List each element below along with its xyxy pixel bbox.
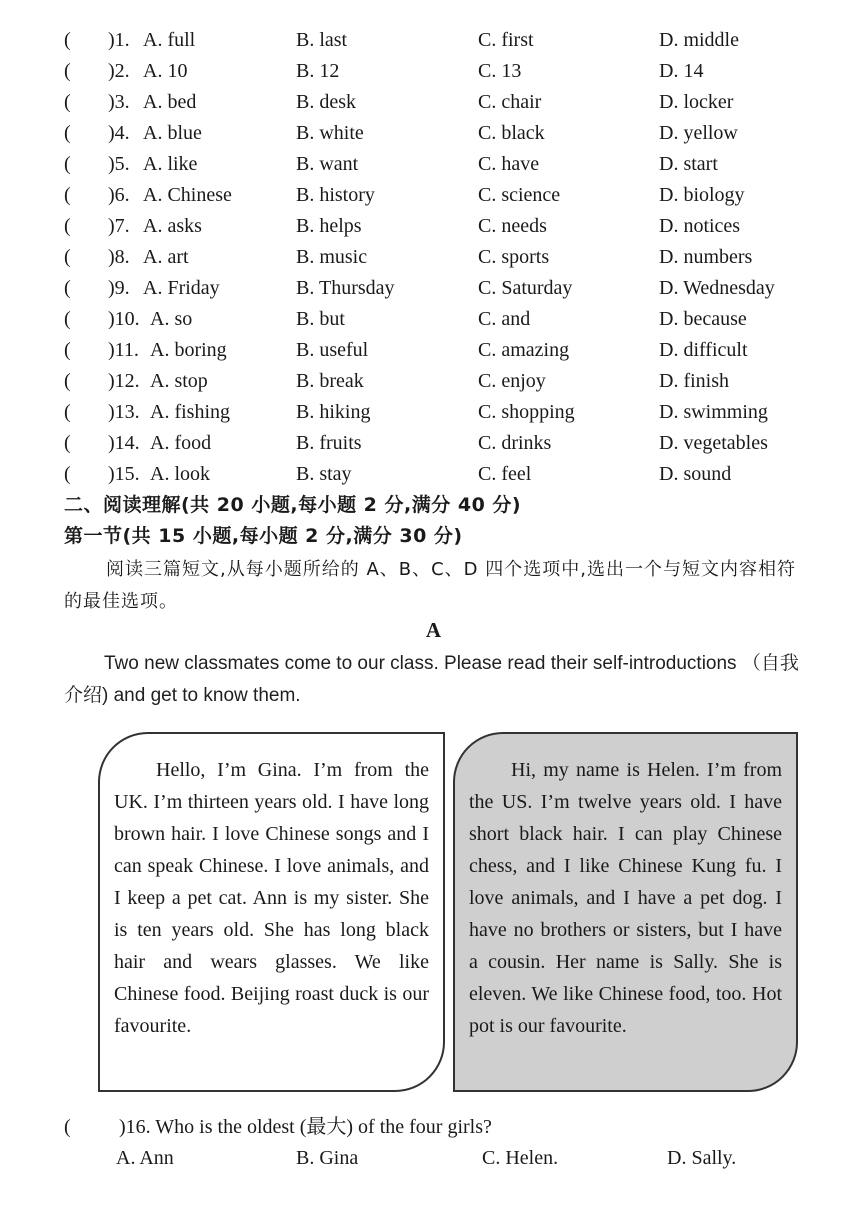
answer-paren[interactable]: ( <box>64 246 71 268</box>
question-number: )11. <box>108 339 139 361</box>
option-a[interactable]: A. blue <box>143 122 202 144</box>
question-number: )8. <box>108 246 130 268</box>
option-b[interactable]: B. white <box>296 122 364 144</box>
option-a[interactable]: A. asks <box>143 215 202 237</box>
option-c[interactable]: C. Helen. <box>482 1147 559 1169</box>
question-row <box>0 459 867 490</box>
option-a[interactable]: A. art <box>143 246 189 268</box>
question-row <box>0 304 867 335</box>
question-row <box>0 366 867 397</box>
option-d[interactable]: D. sound <box>659 463 732 485</box>
option-a[interactable]: A. bed <box>143 91 197 113</box>
option-d[interactable]: D. numbers <box>659 246 753 268</box>
question-row <box>0 273 867 304</box>
question-row <box>0 180 867 211</box>
answer-paren[interactable]: ( <box>64 29 71 51</box>
question-number: )14. <box>108 432 140 454</box>
option-c[interactable]: C. black <box>478 122 545 144</box>
passage-intro: Two new classmates come to our class. Please read their self-introductions （自我介绍) and get to know them. <box>64 653 799 706</box>
option-c[interactable]: C. needs <box>478 215 547 237</box>
option-b[interactable]: B. last <box>296 29 348 51</box>
option-c[interactable]: C. shopping <box>478 401 575 423</box>
option-a[interactable]: A. boring <box>150 339 227 361</box>
option-b[interactable]: B. fruits <box>296 432 362 454</box>
part-heading: 第一节(共 15 小题,每小题 2 分,满分 30 分) <box>64 525 463 547</box>
option-d[interactable]: D. 14 <box>659 60 704 82</box>
answer-paren[interactable]: ( <box>64 91 71 113</box>
question-number: )6. <box>108 184 130 206</box>
option-a[interactable]: A. fishing <box>150 401 230 423</box>
question-row <box>0 25 867 56</box>
option-d[interactable]: D. because <box>659 308 747 330</box>
option-c[interactable]: C. have <box>478 153 540 175</box>
answer-paren[interactable]: ( <box>64 277 71 299</box>
question-number: )9. <box>108 277 130 299</box>
question-number: )13. <box>108 401 140 423</box>
question-number: )2. <box>108 60 130 82</box>
question-number: )3. <box>108 91 130 113</box>
option-c[interactable]: C. Saturday <box>478 277 573 299</box>
option-b[interactable]: B. stay <box>296 463 352 485</box>
question-row <box>0 428 867 459</box>
option-d[interactable]: D. difficult <box>659 339 748 361</box>
question-16-options <box>0 1142 867 1174</box>
option-a[interactable]: A. Ann <box>116 1147 174 1169</box>
option-c[interactable]: C. science <box>478 184 561 206</box>
question-number: )12. <box>108 370 140 392</box>
question-row <box>0 242 867 273</box>
answer-paren[interactable]: ( <box>64 1116 71 1138</box>
option-b[interactable]: B. music <box>296 246 368 268</box>
option-b[interactable]: B. want <box>296 153 359 175</box>
option-a[interactable]: A. 10 <box>143 60 188 82</box>
answer-paren[interactable]: ( <box>64 184 71 206</box>
gina-introduction-text: Hello, I’m Gina. I’m from the UK. I’m thirteen years old. I have long brown hair. I love Chinese songs and I can speak Chinese. I love animals, and I keep a pet cat. Ann is my sister. She is ten years old. She has long black hair and wears glasses. We like Chinese food. Beijing roast duck is our favourite. <box>114 759 429 1037</box>
question-row <box>0 397 867 428</box>
option-c[interactable]: C. sports <box>478 246 550 268</box>
passage-title: A <box>425 618 442 642</box>
option-a[interactable]: A. stop <box>150 370 208 392</box>
answer-paren[interactable]: ( <box>64 339 71 361</box>
option-b[interactable]: B. hiking <box>296 401 371 423</box>
option-b[interactable]: B. helps <box>296 215 362 237</box>
option-b[interactable]: B. desk <box>296 91 356 113</box>
option-c[interactable]: C. 13 <box>478 60 522 82</box>
option-a[interactable]: A. so <box>150 308 193 330</box>
option-a[interactable]: A. Chinese <box>143 184 232 206</box>
section-heading: 二、阅读理解(共 20 小题,每小题 2 分,满分 40 分) <box>64 494 522 516</box>
gina-introduction-card <box>98 732 445 1092</box>
option-d[interactable]: D. locker <box>659 91 734 113</box>
answer-paren[interactable]: ( <box>64 60 71 82</box>
option-d[interactable]: D. Sally. <box>667 1147 737 1169</box>
option-d[interactable]: D. swimming <box>659 401 768 423</box>
option-a[interactable]: A. look <box>150 463 210 485</box>
answer-paren[interactable]: ( <box>64 215 71 237</box>
question-stem: )16. Who is the oldest (最大) of the four girls? <box>119 1116 492 1138</box>
helen-introduction-text: Hi, my name is Helen. I’m from the US. I’m twelve years old. I have short black hair. I can play Chinese chess, and I like Chinese Kung fu. I love animals, and I have a pet dog. I have no brothers or sisters, but I have a cousin. Her name is Sally. She is eleven. We like Chinese food, too. Hot pot is our favourite. <box>469 759 782 1037</box>
option-c[interactable]: C. amazing <box>478 339 570 361</box>
option-c[interactable]: C. first <box>478 29 534 51</box>
option-d[interactable]: D. middle <box>659 29 739 51</box>
option-a[interactable]: A. food <box>150 432 212 454</box>
question-number: )7. <box>108 215 130 237</box>
answer-paren[interactable]: ( <box>64 401 71 423</box>
option-a[interactable]: A. Friday <box>143 277 220 299</box>
question-row <box>0 335 867 366</box>
option-d[interactable]: D. finish <box>659 370 729 392</box>
answer-paren[interactable]: ( <box>64 463 71 485</box>
question-number: )10. <box>108 308 140 330</box>
option-c[interactable]: C. and <box>478 308 531 330</box>
option-a[interactable]: A. full <box>143 29 196 51</box>
helen-introduction-card <box>453 732 798 1092</box>
answer-paren[interactable]: ( <box>64 308 71 330</box>
option-a[interactable]: A. like <box>143 153 198 175</box>
option-b[interactable]: B. Gina <box>296 1147 359 1169</box>
question-number: )4. <box>108 122 130 144</box>
option-b[interactable]: B. Thursday <box>296 277 395 299</box>
option-c[interactable]: C. enjoy <box>478 370 546 392</box>
answer-paren[interactable]: ( <box>64 122 71 144</box>
question-16 <box>0 1111 867 1143</box>
question-row <box>0 211 867 242</box>
option-c[interactable]: C. chair <box>478 91 542 113</box>
question-number: )1. <box>108 29 130 51</box>
option-b[interactable]: B. break <box>296 370 364 392</box>
option-b[interactable]: B. useful <box>296 339 369 361</box>
option-d[interactable]: D. vegetables <box>659 432 768 454</box>
question-row <box>0 118 867 149</box>
answer-paren[interactable]: ( <box>64 432 71 454</box>
question-number: )5. <box>108 153 130 175</box>
option-c[interactable]: C. feel <box>478 463 532 485</box>
option-b[interactable]: B. 12 <box>296 60 340 82</box>
option-b[interactable]: B. history <box>296 184 375 206</box>
option-d[interactable]: D. biology <box>659 184 745 206</box>
option-d[interactable]: D. yellow <box>659 122 738 144</box>
option-b[interactable]: B. but <box>296 308 345 330</box>
option-d[interactable]: D. start <box>659 153 718 175</box>
option-d[interactable]: D. notices <box>659 215 741 237</box>
question-row <box>0 149 867 180</box>
question-row <box>0 87 867 118</box>
answer-paren[interactable]: ( <box>64 153 71 175</box>
question-number: )15. <box>108 463 140 485</box>
option-c[interactable]: C. drinks <box>478 432 552 454</box>
answer-paren[interactable]: ( <box>64 370 71 392</box>
question-row <box>0 56 867 87</box>
option-d[interactable]: D. Wednesday <box>659 277 775 299</box>
instruction-text: 阅读三篇短文,从每小题所给的 A、B、C、D 四个选项中,选出一个与短文内容相符的最佳选项。 <box>64 559 796 612</box>
